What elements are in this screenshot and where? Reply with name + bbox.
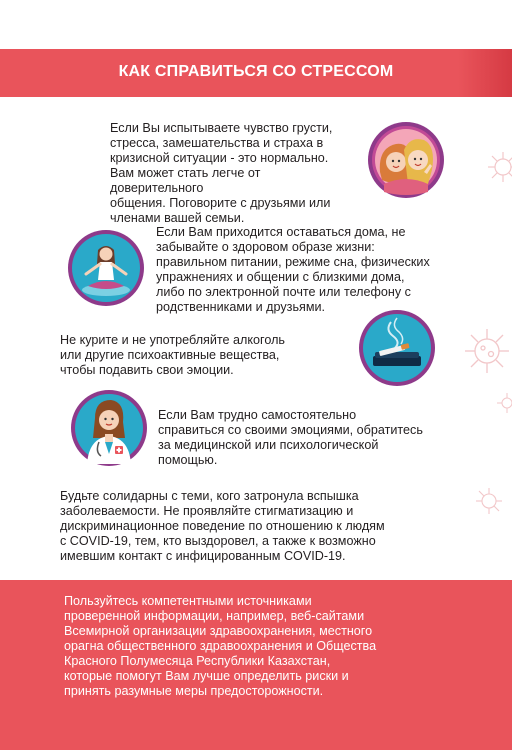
paragraph-no-smoking: Не курите и не употребляйте алкоголь или другие психоактивные вещества, чтобы подавить свои эмоции. — [60, 333, 285, 377]
virus-icon — [462, 326, 512, 376]
friends-icon — [366, 120, 446, 200]
virus-icon — [486, 150, 512, 184]
paragraph-healthy-lifestyle: Если Вам приходится оставаться дома, не забывайте о здоровом образе жизни: правильном питании, режиме сна, физических упражнениях и общении с близкими дома, либо по электронной почте или телефону с родственниками и друзьями. — [156, 225, 430, 314]
paragraph-talk-to-friends: Если Вы испытываете чувство грусти, стресса, замешательства и страха в кризисной ситуации - это нормально. Вам может стать легче от доверительного общения. Поговорите с друзьями или членами вашей семьи. — [110, 121, 333, 225]
yoga-icon — [66, 228, 146, 308]
virus-icon — [474, 486, 504, 516]
doctor-icon — [69, 388, 149, 468]
footer-text: Пользуйтесь компетентными источниками проверенной информации, например, веб-сайтами Всемирной организации здравоохранения, местного орагна общественного здравоохранения и Общества Красного Полумесяца Республики Казахстан, которые помогут Вам лучше определить риски и принять разумные меры предосторожности. — [64, 594, 377, 698]
paragraph-seek-help: Если Вам трудно самостоятельно справиться со своими эмоциями, обратитесь за медицинской или психологической помощью. — [158, 408, 423, 467]
virus-icon — [496, 392, 512, 414]
paragraph-solidarity: Будьте солидарны с теми, кого затронула вспышка заболеваемости. Не проявляйте стигматизацию и дискриминационное поведение по отношению к людям с COVID-19, тем, кто выздоровел, а также к возможно имевшим контакт с инфицированным COVID-19. — [60, 489, 385, 563]
page-title: КАК СПРАВИТЬСЯ СО СТРЕССОМ — [118, 63, 394, 80]
cigarette-ashtray-icon — [357, 308, 437, 388]
